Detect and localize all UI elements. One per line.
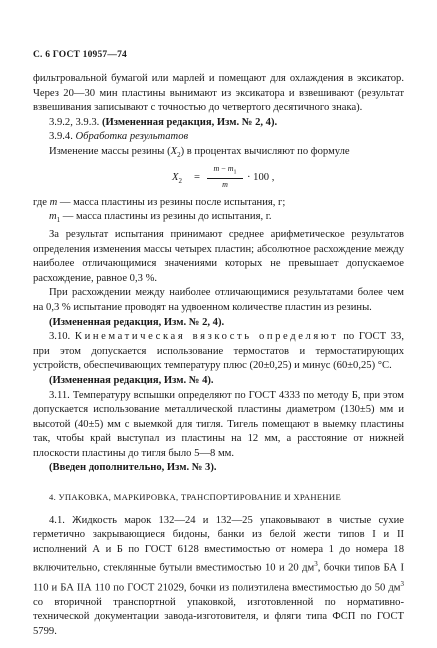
formula-fraction — [207, 163, 243, 191]
amendment-note: (Введен дополнительно, Изм. № 3). — [49, 462, 217, 474]
paragraph-3-11: 3.11. Температуру вспышки определяют по ГОСТ 4333 по методу Б, при этом допускается использование металлической пластины диаметром (130±5) мм и высотой (40±5) мм с выемкой для тигля. Тигель помещают в выемку пластины так, чтобы край выступал из пластины на 12 мм, а расстояние от нижней плоскости пластины до тигля было 5—8 мм. — [33, 389, 404, 459]
mass-change-formula — [33, 163, 404, 194]
paragraph-continuation: фильтровальной бумагой или марлей и помещают для охлаждения в эксикатор. Через 20—30 мин пластины вынимают из эксикатора и взвешивают (результат взвешивания записывают с точностью до четвертого десятичного знака). — [33, 73, 404, 114]
paragraph-4-1: 4.1. Жидкость марок 132—24 и 132—25 упаковывают в чистые сухие герметично закрывающиеся бидоны, банки из белой жести типов I и II исполнений А и Б по ГОСТ 6128 вместимостью от номера 1 до номера 18 включительно, стеклянные бутыли вместимостью 10 и 20 $дм^3$, бочки типов БА I 110 и БА IIА 110 по ГОСТ 21029, бочки из полиэтилена вместимостью до 50 $дм^3$ со вторичной транспортной упаковкой, изготовленной по нормативно-технической документации завода-изготовителя, и фляги типа ФСП по ГОСТ 5799. — [33, 514, 404, 637]
paragraph-amendment-3-9-2 — [33, 116, 404, 131]
clause-number: 3.9.4. — [49, 131, 73, 143]
formula-equals: = — [194, 171, 200, 183]
paragraph-formula-intro: Изменение массы резины $(X_2)$ в процентах вычисляют по формуле — [49, 145, 350, 160]
amendment-note: (Измененная редакция, Изм. № 4). — [49, 374, 214, 386]
paragraph-3-9-4 — [33, 130, 404, 145]
page-header: С. 6 ГОСТ 10957—74 — [33, 50, 127, 60]
document-body — [33, 72, 404, 639]
formula-factor: · 100 , — [247, 171, 275, 183]
spaced-heading: Кинематическая вязкость определяют — [74, 331, 339, 343]
paragraph-legend-m1: $m_1$ — масса пластины из резины до испытания, г. — [49, 211, 272, 225]
amendment-note: (Измененная редакция, Изм. № 2, 4). — [49, 316, 225, 328]
amendment-note: (Измененная редакция, Изм. № 2, 4). — [101, 116, 278, 128]
paragraph-3-10: 3.10. Кинематическая вязкость определяют по ГОСТ 33, при этом допускается использование термостатов и термостатирующих устройств, обеспечивающих температуру плюс (20±0,25) и минус (60±0,25) °С. — [33, 331, 404, 372]
paragraph-legend-m: где m — масса пластины из резины после испытания, г; — [33, 196, 286, 208]
paragraph-discrepancy: При расхождении между наиболее отличающимися результатами более чем на 0,3 % испытание проводят на удвоенном количестве пластин из резины. — [33, 287, 404, 313]
paragraph-result: За результат испытания принимают среднее арифметическое результатов определения изменения массы четырех пластин; абсолютное расхождение между наиболее отличающимися значениями которых не превышает допускаемое расхождение, равное 0,3 %. — [33, 228, 404, 284]
clause-number: 3.9.2, 3.9.3. — [49, 116, 100, 128]
formula-lhs: $X_2$ — [172, 171, 182, 185]
formula-numerator: $m - m_1$ — [207, 163, 243, 180]
subsection-title: Обработка результатов — [75, 131, 189, 143]
section-heading-4: 4. УПАКОВКА, МАРКИРОВКА, ТРАНСПОРТИРОВАНИЕ И ХРАНЕНИЕ — [49, 492, 341, 503]
formula-denominator: m — [222, 180, 228, 190]
